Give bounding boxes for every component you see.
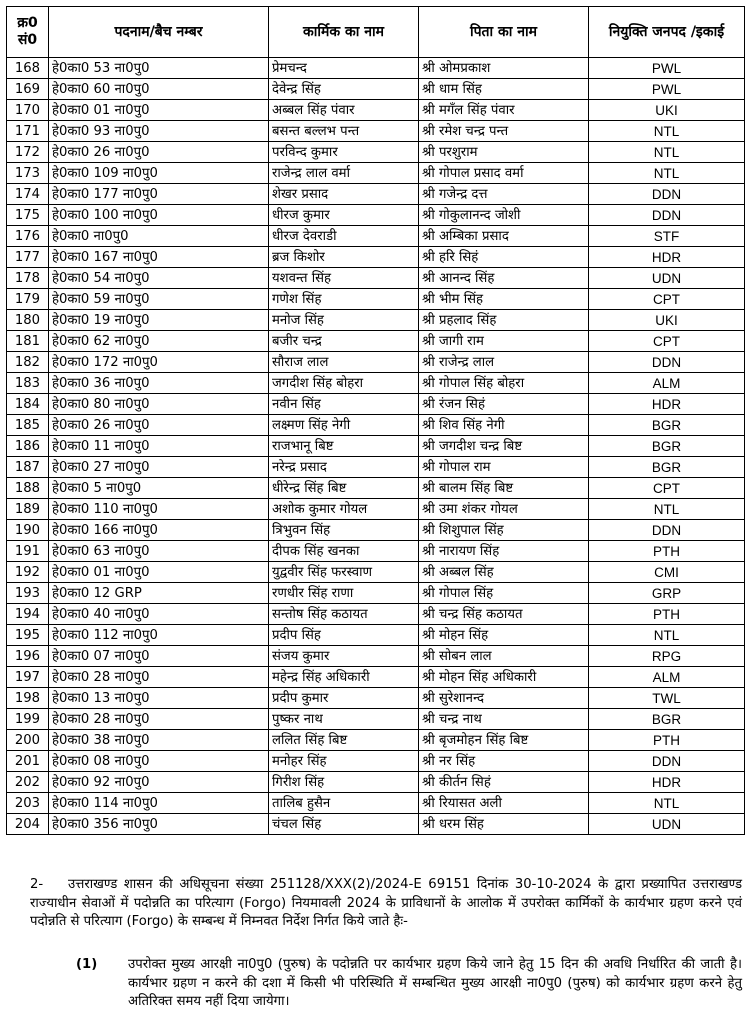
paragraph-number: 2- xyxy=(30,877,44,892)
serial-cell: 194 xyxy=(7,604,49,625)
employee-name-cell: प्रदीप कुमार xyxy=(269,688,419,709)
serial-cell: 171 xyxy=(7,121,49,142)
employee-name-cell: बसन्त बल्लभ पन्त xyxy=(269,121,419,142)
employee-name-cell: राजेन्द्र लाल वर्मा xyxy=(269,163,419,184)
posting-cell: BGR xyxy=(589,436,745,457)
employee-name-cell: दीपक सिंह खनका xyxy=(269,541,419,562)
father-name-cell: श्री नर सिंह xyxy=(419,751,589,772)
table-row xyxy=(7,352,745,373)
designation-cell: हे0का0 5 ना0पु0 xyxy=(49,478,269,499)
serial-cell: 175 xyxy=(7,205,49,226)
employee-name-cell: राजभानू बिष्ट xyxy=(269,436,419,457)
designation-cell: हे0का0 07 ना0पु0 xyxy=(49,646,269,667)
father-name-cell: श्री जागी राम xyxy=(419,331,589,352)
serial-cell: 184 xyxy=(7,394,49,415)
serial-cell: 204 xyxy=(7,814,49,835)
employee-name-cell: सौराज लाल xyxy=(269,352,419,373)
designation-cell: हे0का0 166 ना0पु0 xyxy=(49,520,269,541)
employee-name-cell: लक्ष्मण सिंह नेगी xyxy=(269,415,419,436)
employee-name-cell: जगदीश सिंह बोहरा xyxy=(269,373,419,394)
designation-cell: हे0का0 177 ना0पु0 xyxy=(49,184,269,205)
employee-name-cell: प्रेमचन्द xyxy=(269,58,419,79)
designation-cell: हे0का0 36 ना0पु0 xyxy=(49,373,269,394)
posting-cell: UDN xyxy=(589,814,745,835)
father-name-cell: श्री बालम सिंह बिष्ट xyxy=(419,478,589,499)
table-row xyxy=(7,79,745,100)
table-row xyxy=(7,709,745,730)
father-name-cell: श्री धाम सिंह xyxy=(419,79,589,100)
serial-cell: 169 xyxy=(7,79,49,100)
father-name-cell: श्री रियासत अली xyxy=(419,793,589,814)
father-name-cell: श्री सुरेशानन्द xyxy=(419,688,589,709)
designation-cell: हे0का0 60 ना0पु0 xyxy=(49,79,269,100)
posting-cell: NTL xyxy=(589,499,745,520)
table-row xyxy=(7,205,745,226)
father-name-cell: श्री गजेन्द्र दत्त xyxy=(419,184,589,205)
employee-name-cell: परविन्द कुमार xyxy=(269,142,419,163)
serial-cell: 182 xyxy=(7,352,49,373)
father-name-cell: श्री शिव सिंह नेगी xyxy=(419,415,589,436)
posting-cell: ALM xyxy=(589,667,745,688)
serial-cell: 186 xyxy=(7,436,49,457)
father-name-cell: श्री सोबन लाल xyxy=(419,646,589,667)
table-row xyxy=(7,751,745,772)
employee-name-cell: तालिब हुसैन xyxy=(269,793,419,814)
father-name-cell: श्री नारायण सिंह xyxy=(419,541,589,562)
employee-name-cell: धीरज देवराडी xyxy=(269,226,419,247)
employee-name-cell: महेन्द्र सिंह अधिकारी xyxy=(269,667,419,688)
posting-cell: PTH xyxy=(589,541,745,562)
serial-cell: 188 xyxy=(7,478,49,499)
employee-name-cell: धीरज कुमार xyxy=(269,205,419,226)
serial-cell: 170 xyxy=(7,100,49,121)
table-row xyxy=(7,541,745,562)
promotion-roster-table xyxy=(6,6,745,835)
employee-name-cell: ललित सिंह बिष्ट xyxy=(269,730,419,751)
father-name-cell: श्री उमा शंकर गोयल xyxy=(419,499,589,520)
employee-name-cell: शेखर प्रसाद xyxy=(269,184,419,205)
employee-name-cell: मनोज सिंह xyxy=(269,310,419,331)
posting-cell: DDN xyxy=(589,520,745,541)
table-row xyxy=(7,310,745,331)
posting-cell: BGR xyxy=(589,415,745,436)
serial-cell: 173 xyxy=(7,163,49,184)
designation-cell: हे0का0 59 ना0पु0 xyxy=(49,289,269,310)
posting-cell: CMI xyxy=(589,562,745,583)
table-row xyxy=(7,583,745,604)
posting-cell: UKI xyxy=(589,310,745,331)
designation-cell: हे0का0 109 ना0पु0 xyxy=(49,163,269,184)
posting-cell: UKI xyxy=(589,100,745,121)
serial-cell: 202 xyxy=(7,772,49,793)
father-name-cell: श्री परशुराम xyxy=(419,142,589,163)
father-name-cell: श्री गोपाल सिंह बोहरा xyxy=(419,373,589,394)
employee-name-cell: गणेश सिंह xyxy=(269,289,419,310)
designation-cell: हे0का0 01 ना0पु0 xyxy=(49,100,269,121)
serial-cell: 183 xyxy=(7,373,49,394)
father-name-cell: श्री शिशुपाल सिंह xyxy=(419,520,589,541)
table-row xyxy=(7,772,745,793)
serial-cell: 185 xyxy=(7,415,49,436)
posting-cell: ALM xyxy=(589,373,745,394)
employee-name-cell: संजय कुमार xyxy=(269,646,419,667)
serial-cell: 180 xyxy=(7,310,49,331)
employee-name-cell: मनोहर सिंह xyxy=(269,751,419,772)
designation-cell: हे0का0 167 ना0पु0 xyxy=(49,247,269,268)
serial-cell: 189 xyxy=(7,499,49,520)
table-row xyxy=(7,142,745,163)
father-name-cell: श्री आनन्द सिंह xyxy=(419,268,589,289)
posting-cell: PWL xyxy=(589,58,745,79)
table-row xyxy=(7,730,745,751)
designation-cell: हे0का0 11 ना0पु0 xyxy=(49,436,269,457)
employee-name-cell: धीरेन्द्र सिंह बिष्ट xyxy=(269,478,419,499)
father-name-cell: श्री अम्बिका प्रसाद xyxy=(419,226,589,247)
father-name-cell: श्री गोपाल सिंह xyxy=(419,583,589,604)
posting-cell: DDN xyxy=(589,205,745,226)
employee-name-cell: नवीन सिंह xyxy=(269,394,419,415)
father-name-cell: श्री चन्द्र नाथ xyxy=(419,709,589,730)
table-row xyxy=(7,520,745,541)
posting-cell: HDR xyxy=(589,772,745,793)
employee-name-cell: रणधीर सिंह राणा xyxy=(269,583,419,604)
posting-cell: HDR xyxy=(589,247,745,268)
designation-cell: हे0का0 01 ना0पु0 xyxy=(49,562,269,583)
posting-cell: HDR xyxy=(589,394,745,415)
table-row xyxy=(7,499,745,520)
table-row xyxy=(7,688,745,709)
father-name-cell: श्री प्रहलाद सिंह xyxy=(419,310,589,331)
posting-cell: CPT xyxy=(589,289,745,310)
father-name-cell: श्री राजेन्द्र लाल xyxy=(419,352,589,373)
table-row xyxy=(7,415,745,436)
designation-cell: हे0का0 356 ना0पु0 xyxy=(49,814,269,835)
serial-cell: 198 xyxy=(7,688,49,709)
employee-name-cell: अब्बल सिंह पंवार xyxy=(269,100,419,121)
designation-cell: हे0का0 93 ना0पु0 xyxy=(49,121,269,142)
table-row xyxy=(7,436,745,457)
table-row xyxy=(7,58,745,79)
serial-cell: 190 xyxy=(7,520,49,541)
posting-cell: RPG xyxy=(589,646,745,667)
table-row xyxy=(7,100,745,121)
posting-cell: UDN xyxy=(589,268,745,289)
serial-cell: 191 xyxy=(7,541,49,562)
table-row xyxy=(7,478,745,499)
table-row xyxy=(7,163,745,184)
table-body xyxy=(7,58,745,835)
table-row xyxy=(7,562,745,583)
designation-cell: हे0का0 63 ना0पु0 xyxy=(49,541,269,562)
employee-name-cell: सन्तोष सिंह कठायत xyxy=(269,604,419,625)
designation-cell: हे0का0 28 ना0पु0 xyxy=(49,709,269,730)
posting-cell: CPT xyxy=(589,478,745,499)
posting-cell: NTL xyxy=(589,121,745,142)
father-name-cell: श्री रंजन सिहं xyxy=(419,394,589,415)
table-row xyxy=(7,793,745,814)
serial-cell: 172 xyxy=(7,142,49,163)
designation-cell: हे0का0 100 ना0पु0 xyxy=(49,205,269,226)
father-name-cell: श्री हरि सिहं xyxy=(419,247,589,268)
subclause-number: (1) xyxy=(76,957,98,972)
father-name-cell: श्री मगँल सिंह पंवार xyxy=(419,100,589,121)
table-row xyxy=(7,247,745,268)
serial-cell: 181 xyxy=(7,331,49,352)
designation-cell: हे0का0 112 ना0पु0 xyxy=(49,625,269,646)
designation-cell: हे0का0 110 ना0पु0 xyxy=(49,499,269,520)
designation-cell: हे0का0 80 ना0पु0 xyxy=(49,394,269,415)
table-row xyxy=(7,667,745,688)
serial-cell: 168 xyxy=(7,58,49,79)
serial-cell: 179 xyxy=(7,289,49,310)
posting-cell: TWL xyxy=(589,688,745,709)
designation-cell: हे0का0 08 ना0पु0 xyxy=(49,751,269,772)
subclause-text: उपरोक्त मुख्य आरक्षी ना0पु0 (पुरुष) के पदोन्नति पर कार्यभार ग्रहण किये जाने हेतु 15 दिन की अवधि निर्धारित की जाती है। कार्यभार ग्रहण न करने की दशा में किसी भी परिस्थिति में सम्बन्धित मुख्य आरक्षी ना0पु0 (पुरुष) को कार्यभार ग्रहण करने हेतु अतिरिक्त समय नहीं दिया जायेगा। xyxy=(128,957,742,1009)
table-row xyxy=(7,394,745,415)
father-name-cell: श्री अब्बल सिंह xyxy=(419,562,589,583)
designation-cell: हे0का0 40 ना0पु0 xyxy=(49,604,269,625)
posting-cell: STF xyxy=(589,226,745,247)
father-name-cell: श्री चन्द्र सिंह कठायत xyxy=(419,604,589,625)
posting-cell: BGR xyxy=(589,709,745,730)
father-name-cell: श्री गोपाल राम xyxy=(419,457,589,478)
posting-cell: GRP xyxy=(589,583,745,604)
header-posting: नियुक्ति जनपद /इकाई xyxy=(589,7,745,58)
employee-name-cell: गिरीश सिंह xyxy=(269,772,419,793)
employee-name-cell: युद्ववीर सिंह फरस्वाण xyxy=(269,562,419,583)
header-father-name: पिता का नाम xyxy=(419,7,589,58)
serial-cell: 193 xyxy=(7,583,49,604)
designation-cell: हे0का0 62 ना0पु0 xyxy=(49,331,269,352)
paragraph-text: उत्तराखण्ड शासन की अधिसूचना संख्या 251128/XXX(2)/2024-E 69151 दिनांक 30-10-2024 के द्वारा प्रख्यापित उत्तराखण्ड राज्याधीन सेवाओं में पदोन्नति का परित्याग (Forgo) नियमावली 2024 के प्राविधानों के आलोक में उपरोक्त कार्मिकों के कार्यभार ग्रहण करने एवं पदोन्नति से परित्याग (Forgo) के सम्बन्ध में निम्नवत निर्देश निर्गत किये जाते हैः- xyxy=(30,877,742,929)
posting-cell: NTL xyxy=(589,793,745,814)
table-row xyxy=(7,184,745,205)
serial-cell: 187 xyxy=(7,457,49,478)
table-row xyxy=(7,604,745,625)
designation-cell: हे0का0 27 ना0पु0 xyxy=(49,457,269,478)
designation-cell: हे0का0 ना0पु0 xyxy=(49,226,269,247)
serial-cell: 192 xyxy=(7,562,49,583)
father-name-cell: श्री मोहन सिंह अधिकारी xyxy=(419,667,589,688)
employee-name-cell: पुष्कर नाथ xyxy=(269,709,419,730)
posting-cell: CPT xyxy=(589,331,745,352)
designation-cell: हे0का0 28 ना0पु0 xyxy=(49,667,269,688)
employee-name-cell: प्रदीप सिंह xyxy=(269,625,419,646)
father-name-cell: श्री भीम सिंह xyxy=(419,289,589,310)
table-row xyxy=(7,373,745,394)
serial-cell: 196 xyxy=(7,646,49,667)
father-name-cell: श्री ओमप्रकाश xyxy=(419,58,589,79)
directive-paragraph xyxy=(30,876,742,932)
posting-cell: PWL xyxy=(589,79,745,100)
designation-cell: हे0का0 19 ना0पु0 xyxy=(49,310,269,331)
table-row xyxy=(7,457,745,478)
serial-cell: 195 xyxy=(7,625,49,646)
table-header-row xyxy=(7,7,745,58)
table-row xyxy=(7,646,745,667)
posting-cell: DDN xyxy=(589,352,745,373)
designation-cell: हे0का0 12 GRP xyxy=(49,583,269,604)
serial-cell: 201 xyxy=(7,751,49,772)
employee-name-cell: देवेन्द्र सिंह xyxy=(269,79,419,100)
table-row xyxy=(7,289,745,310)
table-row xyxy=(7,331,745,352)
posting-cell: PTH xyxy=(589,730,745,751)
table-row xyxy=(7,121,745,142)
designation-cell: हे0का0 26 ना0पु0 xyxy=(49,142,269,163)
designation-cell: हे0का0 54 ना0पु0 xyxy=(49,268,269,289)
header-employee-name: कार्मिक का नाम xyxy=(269,7,419,58)
father-name-cell: श्री गोकुलानन्द जोशी xyxy=(419,205,589,226)
father-name-cell: श्री कीर्तन सिहं xyxy=(419,772,589,793)
header-serial: क्र0 सं0 xyxy=(7,7,49,58)
subclause xyxy=(76,956,742,1012)
designation-cell: हे0का0 172 ना0पु0 xyxy=(49,352,269,373)
table-row xyxy=(7,268,745,289)
serial-cell: 176 xyxy=(7,226,49,247)
posting-cell: DDN xyxy=(589,184,745,205)
employee-name-cell: यशवन्त सिंह xyxy=(269,268,419,289)
employee-name-cell: ब्रज किशोर xyxy=(269,247,419,268)
posting-cell: DDN xyxy=(589,751,745,772)
serial-cell: 199 xyxy=(7,709,49,730)
father-name-cell: श्री रमेश चन्द्र पन्त xyxy=(419,121,589,142)
posting-cell: NTL xyxy=(589,142,745,163)
serial-cell: 197 xyxy=(7,667,49,688)
employee-name-cell: अशोक कुमार गोयल xyxy=(269,499,419,520)
posting-cell: NTL xyxy=(589,163,745,184)
serial-cell: 203 xyxy=(7,793,49,814)
designation-cell: हे0का0 38 ना0पु0 xyxy=(49,730,269,751)
posting-cell: BGR xyxy=(589,457,745,478)
employee-name-cell: चंचल सिंह xyxy=(269,814,419,835)
serial-cell: 174 xyxy=(7,184,49,205)
designation-cell: हे0का0 53 ना0पु0 xyxy=(49,58,269,79)
employee-name-cell: नरेन्द्र प्रसाद xyxy=(269,457,419,478)
serial-cell: 178 xyxy=(7,268,49,289)
table-row xyxy=(7,625,745,646)
father-name-cell: श्री धरम सिंह xyxy=(419,814,589,835)
father-name-cell: श्री गोपाल प्रसाद वर्मा xyxy=(419,163,589,184)
designation-cell: हे0का0 26 ना0पु0 xyxy=(49,415,269,436)
designation-cell: हे0का0 13 ना0पु0 xyxy=(49,688,269,709)
serial-cell: 200 xyxy=(7,730,49,751)
header-designation: पदनाम/बैच नम्बर xyxy=(49,7,269,58)
father-name-cell: श्री मोहन सिंह xyxy=(419,625,589,646)
father-name-cell: श्री बृजमोहन सिंह बिष्ट xyxy=(419,730,589,751)
designation-cell: हे0का0 92 ना0पु0 xyxy=(49,772,269,793)
employee-name-cell: बजीर चन्द्र xyxy=(269,331,419,352)
posting-cell: PTH xyxy=(589,604,745,625)
employee-name-cell: त्रिभुवन सिंह xyxy=(269,520,419,541)
table-row xyxy=(7,814,745,835)
posting-cell: NTL xyxy=(589,625,745,646)
table-row xyxy=(7,226,745,247)
serial-cell: 177 xyxy=(7,247,49,268)
father-name-cell: श्री जगदीश चन्द्र बिष्ट xyxy=(419,436,589,457)
designation-cell: हे0का0 114 ना0पु0 xyxy=(49,793,269,814)
